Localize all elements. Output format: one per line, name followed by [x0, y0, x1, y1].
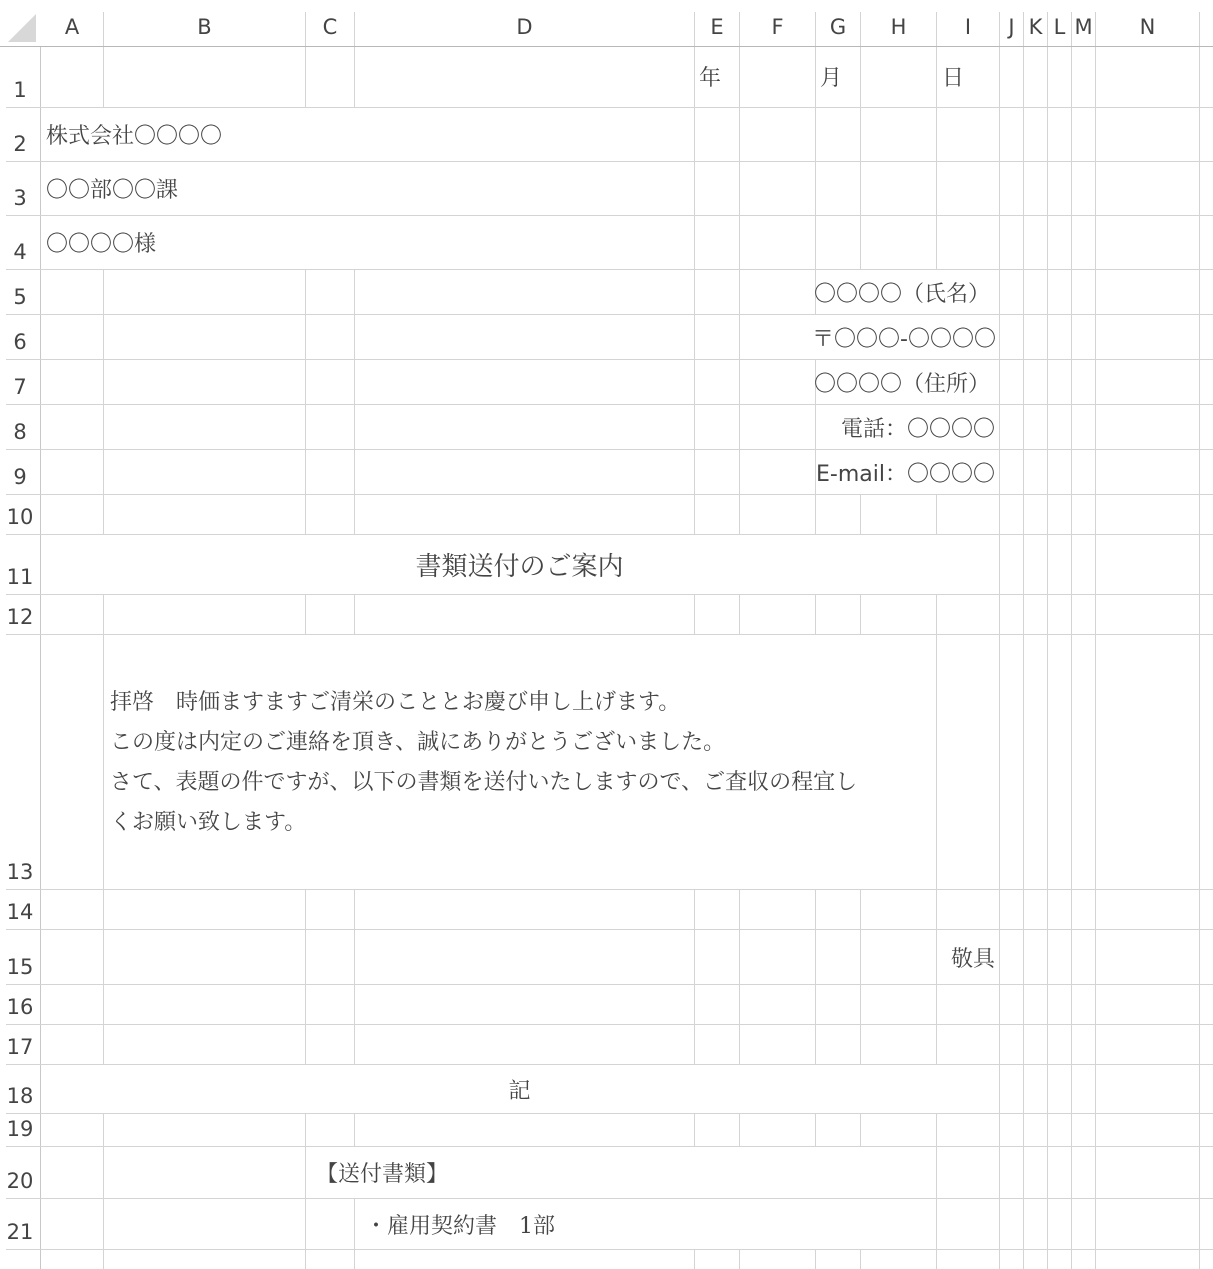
cell-A18[interactable]: 記: [41, 1065, 998, 1113]
cell-E1[interactable]: 年: [699, 65, 722, 91]
column-header-B[interactable]: B: [104, 8, 305, 45]
column-header-E[interactable]: E: [695, 8, 739, 45]
row-header-13[interactable]: 13: [0, 635, 40, 889]
cell-C20[interactable]: 【送付書類】: [306, 1147, 936, 1198]
cell-A11-title[interactable]: 書類送付のご案内: [41, 535, 998, 594]
cell-B13-body[interactable]: [104, 635, 936, 889]
row-header-14[interactable]: 14: [0, 890, 40, 929]
gridline-v: [1095, 12, 1096, 1269]
gridline-v: [999, 12, 1000, 1269]
gridline-h: [6, 1249, 1213, 1250]
gridline-h: [6, 449, 1213, 450]
cell-G7[interactable]: 〇〇〇〇（住所）: [816, 360, 998, 404]
cell-G5[interactable]: 〇〇〇〇（氏名）: [816, 270, 998, 314]
column-header-J[interactable]: J: [1000, 8, 1023, 45]
row-header-1[interactable]: 1: [0, 47, 40, 107]
gridline-h: [6, 494, 1213, 495]
cell-G6[interactable]: 〒〇〇〇-〇〇〇〇: [812, 315, 998, 359]
gridline-h: [6, 889, 1213, 890]
gridline-h: [6, 1113, 1213, 1114]
row-header-5[interactable]: 5: [0, 270, 40, 314]
gridline-h: [6, 594, 1213, 595]
column-header-A[interactable]: A: [41, 8, 103, 45]
row-header-7[interactable]: 7: [0, 360, 40, 404]
row-header-16[interactable]: 16: [0, 985, 40, 1024]
gridline-h: [6, 269, 1213, 270]
cell-G8[interactable]: 電話：〇〇〇〇: [816, 405, 998, 449]
column-header-K[interactable]: K: [1024, 8, 1047, 45]
row-header-21[interactable]: 21: [0, 1199, 40, 1249]
row-header-12[interactable]: 12: [0, 595, 40, 634]
gridline-v: [1199, 12, 1200, 1269]
gridline-h: [6, 929, 1213, 930]
row-header-3[interactable]: 3: [0, 162, 40, 215]
column-header-M[interactable]: M: [1072, 8, 1095, 45]
gridline-h: [6, 1024, 1213, 1025]
cell-G1[interactable]: 月: [820, 65, 843, 91]
gridline-h: [0, 46, 1213, 47]
cell-G9[interactable]: E-mail：〇〇〇〇: [816, 450, 998, 494]
column-header-L[interactable]: L: [1048, 8, 1071, 45]
cell-A3[interactable]: 〇〇部〇〇課: [41, 162, 694, 215]
row-header-2[interactable]: 2: [0, 108, 40, 161]
body-line-4: くお願い致します。: [110, 810, 307, 835]
row-header-4[interactable]: 4: [0, 216, 40, 269]
row-header-10[interactable]: 10: [0, 495, 40, 534]
row-header-15[interactable]: 15: [0, 930, 40, 984]
body-line-2: この度は内定のご連絡を頂き、誠にありがとうございました。: [110, 730, 726, 755]
column-header-N[interactable]: N: [1096, 8, 1199, 45]
row-header-18[interactable]: 18: [0, 1065, 40, 1113]
row-header-11[interactable]: 11: [0, 535, 40, 594]
cell-D21[interactable]: ・雇用契約書 1部: [355, 1199, 936, 1249]
cell-A2[interactable]: 株式会社〇〇〇〇: [41, 108, 694, 161]
column-header-H[interactable]: H: [861, 8, 936, 45]
body-line-1: 拝啓 時価ますますご清栄のこととお慶び申し上げます。: [110, 690, 681, 715]
row-header-20[interactable]: 20: [0, 1147, 40, 1198]
column-header-I[interactable]: I: [937, 8, 999, 45]
cell-I15[interactable]: 敬具: [937, 930, 998, 984]
row-header-6[interactable]: 6: [0, 315, 40, 359]
select-all-corner[interactable]: [0, 0, 40, 46]
gridline-h: [6, 359, 1213, 360]
gridline-v: [1023, 12, 1024, 1269]
gridline-v: [1071, 12, 1072, 1269]
column-header-C[interactable]: C: [306, 8, 354, 45]
row-header-8[interactable]: 8: [0, 405, 40, 449]
row-header-17[interactable]: 17: [0, 1025, 40, 1064]
body-line-3: さて、表題の件ですが、以下の書類を送付いたしますので、ご査収の程宜し: [110, 770, 858, 795]
column-header-G[interactable]: G: [816, 8, 860, 45]
select-all-triangle-icon: [0, 0, 40, 46]
gridline-h: [6, 404, 1213, 405]
row-header-9[interactable]: 9: [0, 450, 40, 494]
gridline-h: [6, 984, 1213, 985]
gridline-h: [6, 314, 1213, 315]
column-header-F[interactable]: F: [740, 8, 815, 45]
gridline-v: [1047, 12, 1048, 1269]
cell-I1[interactable]: 日: [942, 65, 965, 91]
row-header-19[interactable]: 19: [0, 1114, 40, 1146]
cell-A4[interactable]: 〇〇〇〇様: [41, 216, 694, 269]
column-header-D[interactable]: D: [355, 8, 694, 45]
